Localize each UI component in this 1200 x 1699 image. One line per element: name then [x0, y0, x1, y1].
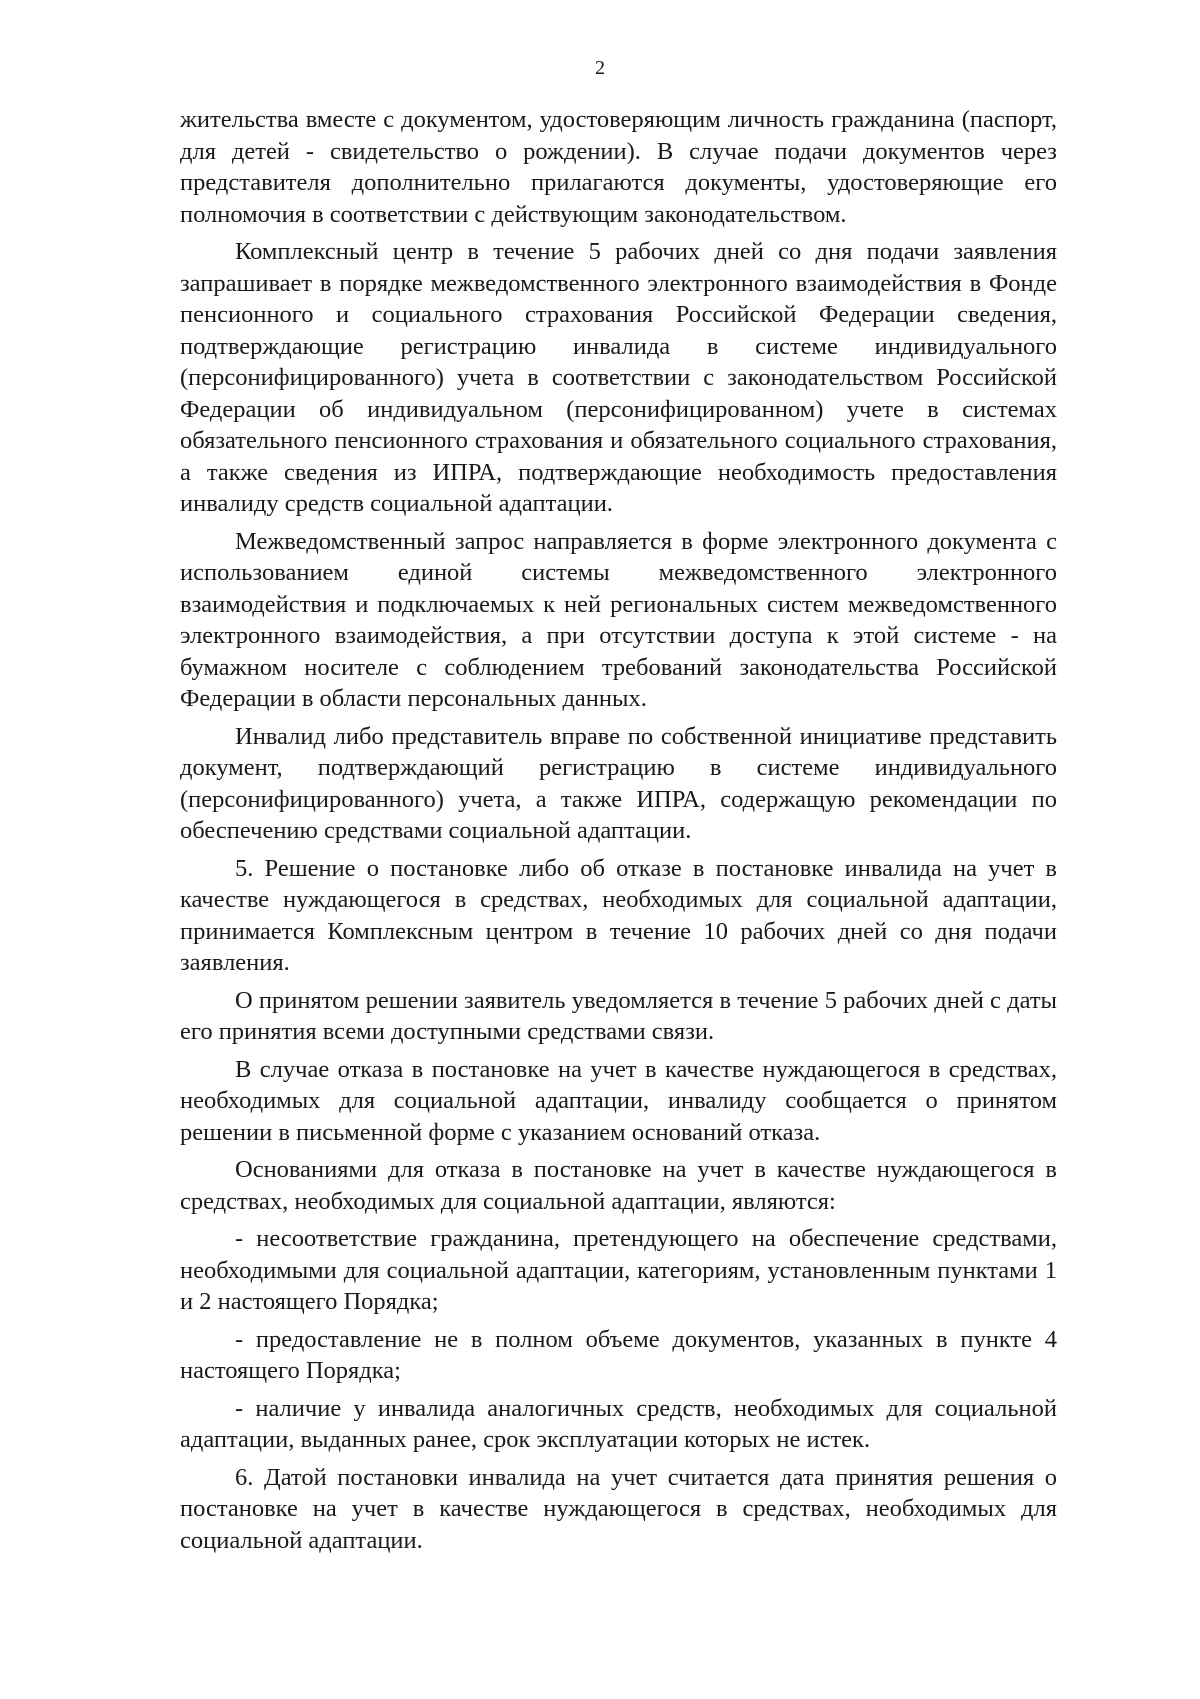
list-item: - предоставление не в полном объеме документов, указанных в пункте 4 настоящего Порядка;: [180, 1325, 1057, 1384]
paragraph: 6. Датой постановки инвалида на учет считается дата принятия решения о постановке на учет в качестве нуждающегося в средствах, необходимых для социальной адаптации.: [180, 1463, 1057, 1554]
list-item: - несоответствие гражданина, претендующего на обеспечение средствами, необходимыми для социальной адаптации, категориям, установленным пунктами 1 и 2 настоящего Порядка;: [180, 1225, 1057, 1315]
paragraph: Инвалид либо представитель вправе по собственной инициативе представить документ, подтверждающий регистрацию в системе индивидуального (персонифицированного) учета, а также ИПРА, содержащую рекомендации по обеспечению средствами социальной адаптации.: [180, 722, 1057, 844]
page-number: 2: [595, 57, 605, 79]
paragraph: О принятом решении заявитель уведомляется в течение 5 рабочих дней с даты его принятия всеми доступными средствами связи.: [180, 986, 1057, 1045]
paragraph: 5. Решение о постановке либо об отказе в постановке инвалида на учет в качестве нуждающегося в средствах, необходимых для социальной адаптации, принимается Комплексным центром в течение 10 рабочих дней со дня подачи заявления.: [180, 854, 1057, 976]
paragraph: Комплексный центр в течение 5 рабочих дней со дня подачи заявления запрашивает в порядке межведомственного электронного взаимодействия в Фонде пенсионного и социального страхования Российской Федерации сведения, подтверждающие регистрацию инвалида в системе индивидуального (персонифицированного) учета в соответствии с законодательством Российской Федерации об индивидуальном (персонифицированном) учете в системах обязательного пенсионного страхования и обязательного социального страхования, а также сведения из ИПРА, подтверждающие необходимость предоставления инвалиду средств социальной адаптации.: [180, 238, 1057, 517]
paragraph: Межведомственный запрос направляется в форме электронного документа с использованием единой системы межведомственного электронного взаимодействия и подключаемых к ней региональных систем межведомственного электронного взаимодействия, а при отсутствии доступа к этой системе - на бумажном носителе с соблюдением требований законодательства Российской Федерации в области персональных данных.: [180, 527, 1057, 712]
paragraph: Основаниями для отказа в постановке на учет в качестве нуждающегося в средствах, необходимых для социальной адаптации, являются:: [180, 1156, 1057, 1215]
paragraph: жительства вместе с документом, удостоверяющим личность гражданина (паспорт, для детей - свидетельство о рождении). В случае подачи документов через представителя дополнительно прилагаются документы, удостоверяющие его полномочия в соответствии с действующим законодательством.: [180, 106, 1057, 228]
document-body: [180, 104, 1057, 1556]
paragraph: В случае отказа в постановке на учет в качестве нуждающегося в средствах, необходимых для социальной адаптации, инвалиду сообщается о принятом решении в письменной форме с указанием оснований отказа.: [180, 1055, 1057, 1146]
list-item: - наличие у инвалида аналогичных средств, необходимых для социальной адаптации, выданных ранее, срок эксплуатации которых не истек.: [180, 1394, 1057, 1453]
